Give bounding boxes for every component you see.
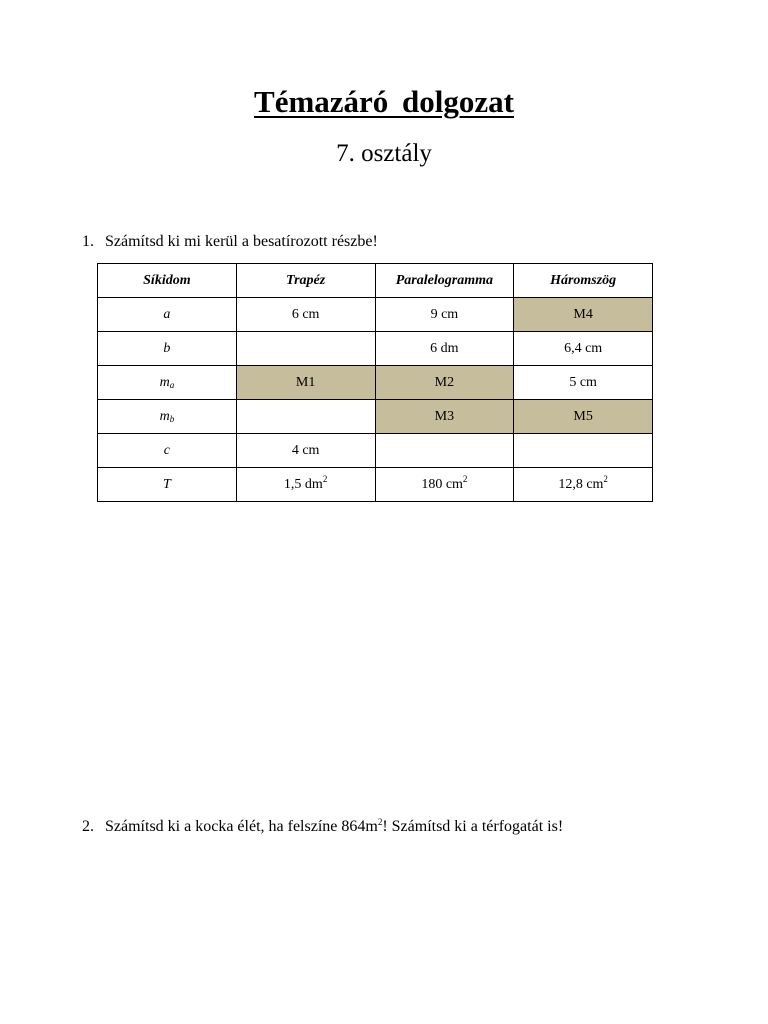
data-table <box>97 263 653 502</box>
row-label: T <box>98 468 237 502</box>
page-subtitle: 7. osztály <box>336 140 432 167</box>
table-cell: 9 cm <box>375 298 514 332</box>
shaded-cell: M2 <box>375 366 514 400</box>
shaded-cell: M1 <box>236 366 375 400</box>
header-cell: Síkidom <box>98 264 237 298</box>
task-2-number: 2. <box>82 818 94 835</box>
table-row <box>98 434 653 468</box>
row-label: $m_b$ <box>98 400 237 434</box>
task-1-number: 1. <box>82 233 94 250</box>
row-label: c <box>98 434 237 468</box>
row-label: b <box>98 332 237 366</box>
shaded-cell: M3 <box>375 400 514 434</box>
header-cell: Paralelogramma <box>375 264 514 298</box>
table-cell <box>236 332 375 366</box>
row-label: a <box>98 298 237 332</box>
header-cell: Háromszög <box>514 264 653 298</box>
table-cell <box>375 434 514 468</box>
table-cell: 6 cm <box>236 298 375 332</box>
table-cell <box>236 400 375 434</box>
table-row <box>98 400 653 434</box>
table-header-row <box>98 264 653 298</box>
task-2 <box>82 818 563 836</box>
task-1-text: Számítsd ki mi kerül a besatírozott részbe! <box>105 233 378 250</box>
task-2-text: Számítsd ki a kocka élét, ha felszíne $864m^2$! Számítsd ki a térfogatát is! <box>105 817 564 835</box>
table-cell: 6 dm <box>375 332 514 366</box>
table-cell: 1,5 $dm^2$ <box>236 468 375 502</box>
table-row <box>98 332 653 366</box>
table-row <box>98 298 653 332</box>
task-1 <box>82 233 378 251</box>
header-cell: Trapéz <box>236 264 375 298</box>
table-row <box>98 468 653 502</box>
table-cell: 180 $cm^2$ <box>375 468 514 502</box>
table-cell: 6,4 cm <box>514 332 653 366</box>
table-cell: 12,8 $cm^2$ <box>514 468 653 502</box>
table-cell: 5 cm <box>514 366 653 400</box>
page-title: Témazáró dolgozat <box>254 84 514 119</box>
shaded-cell: M4 <box>514 298 653 332</box>
table-cell: 4 cm <box>236 434 375 468</box>
row-label: $m_a$ <box>98 366 237 400</box>
table-row <box>98 366 653 400</box>
table-cell <box>514 434 653 468</box>
shaded-cell: M5 <box>514 400 653 434</box>
